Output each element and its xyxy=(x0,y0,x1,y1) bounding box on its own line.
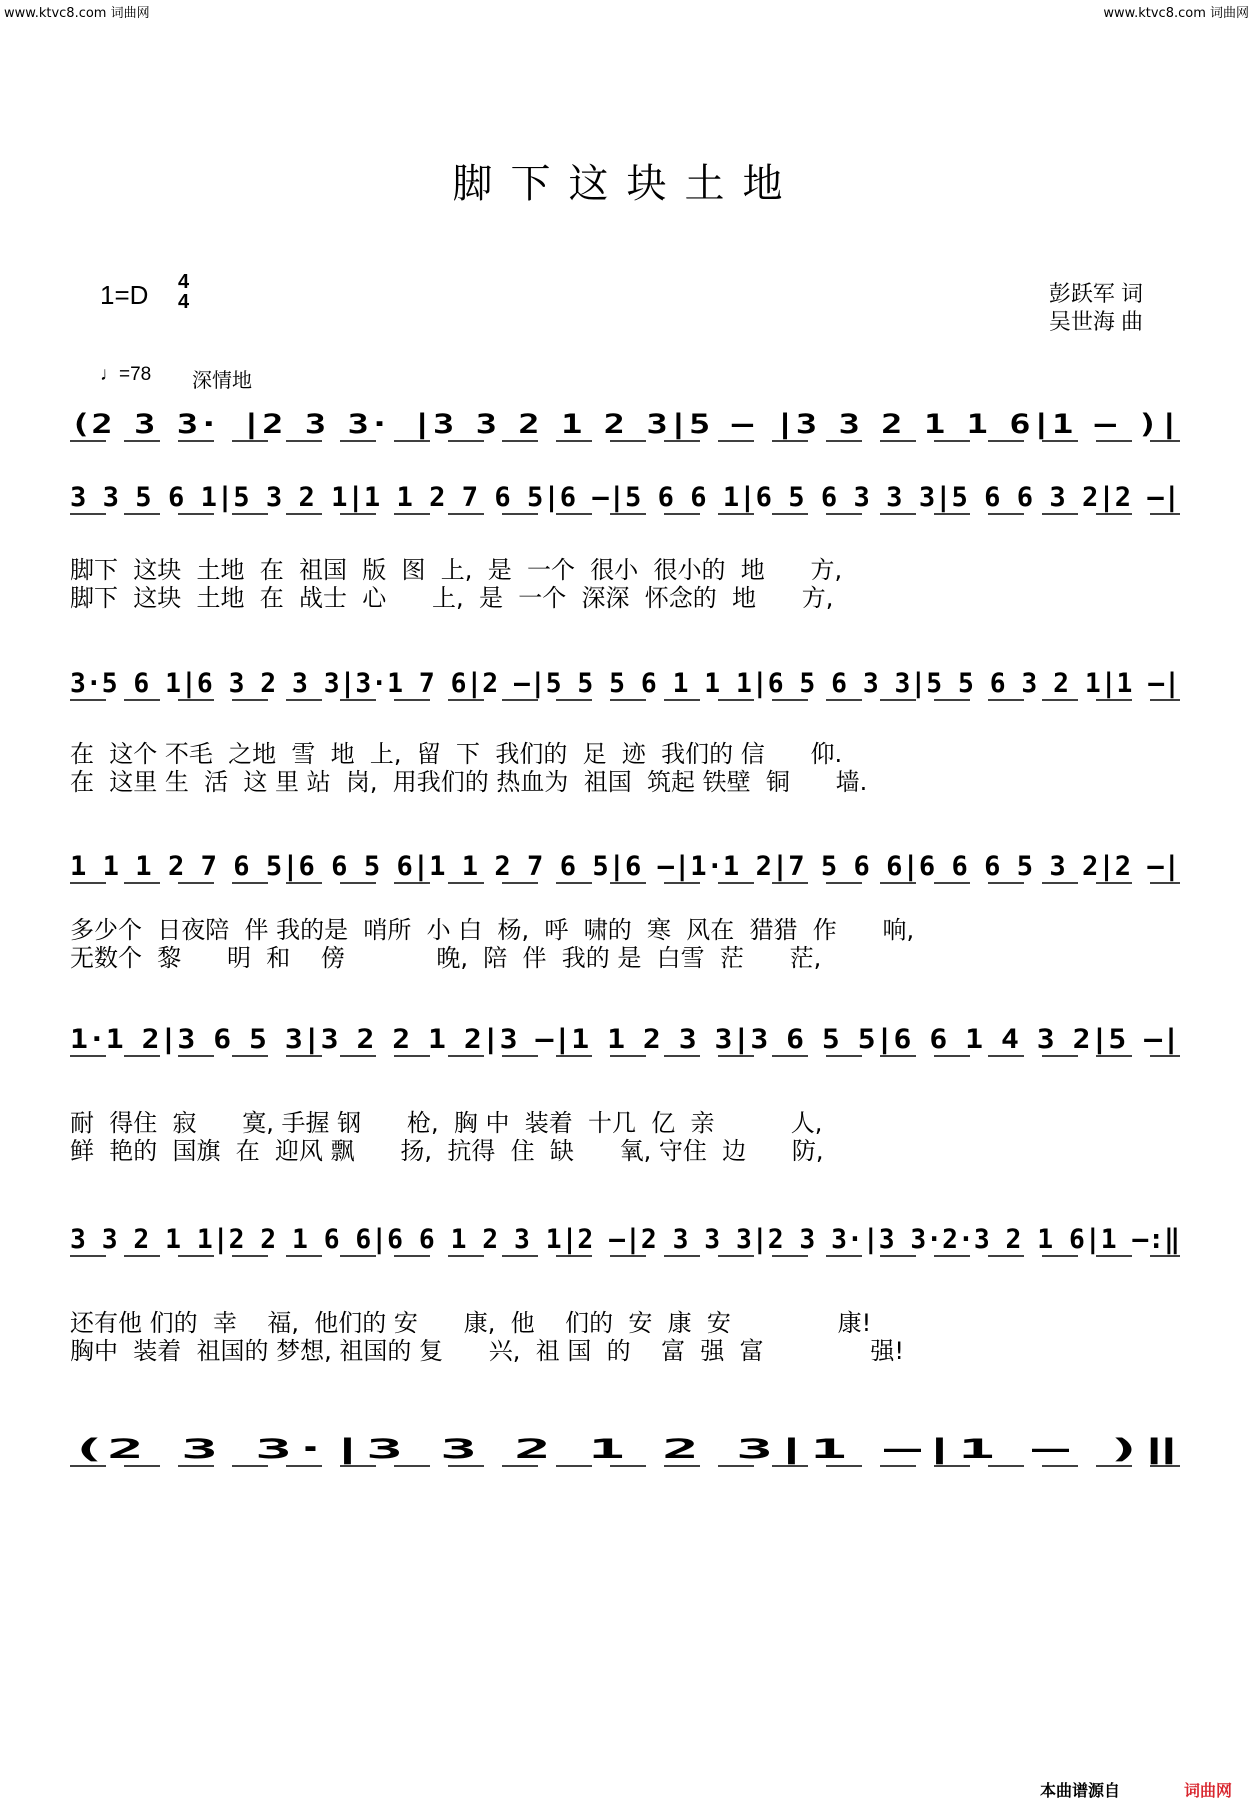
song-title: 脚下这块土地 xyxy=(452,161,801,207)
notation-line-7: (2 3 3·|3 3 2 1 2 3|1 –|1 – )‖ xyxy=(70,1434,1180,1465)
lyric-line-3-1: 在 这个 不毛 之地 雪 地 上, 留 下 我们的 足 迹 我们的 信 仰. xyxy=(70,740,843,768)
lyric-line-5-1: 耐 得住 寂 寞, 手握 钢 枪, 胸 中 装着 十几 亿 亲 人, xyxy=(70,1109,823,1137)
footer-source: 本曲谱源自 xyxy=(1040,1783,1121,1800)
key-signature: 1=D xyxy=(100,280,149,310)
watermark-left: www.ktvc8.com 词曲网 xyxy=(4,6,150,21)
notation-line-3: 3·5 6 1|6 3 2 3 3|3·1 7 6|2 –|5 5 5 6 1 1 1|6 5 6 3 3|5 5 6 3 2 1|1 –| xyxy=(70,668,1180,699)
expression-mark: 深情地 xyxy=(192,370,252,392)
lyric-line-4-1: 多少个 日夜陪 伴 我的是 哨所 小 白 杨, 呼 啸的 寒 风在 猎猎 作 响, xyxy=(70,916,915,944)
lyric-line-2-2: 脚下 这块 土地 在 战士 心 上, 是 一个 深深 怀念的 地 方, xyxy=(70,584,834,612)
notation-line-4: 1 1 1 2 7 6 5|6 6 5 6|1 1 2 7 6 5|6 –|1·1 2|7 5 6 6|6 6 6 5 3 2|2 –| xyxy=(70,851,1180,882)
notation-line-1: (2 3 3· |2 3 3· |3 3 2 1 2 3|5 – |3 3 2 1 1 6|1 – )| xyxy=(70,409,1180,440)
lyric-line-3-2: 在 这里 生 活 这 里 站 岗, 用我们的 热血为 祖国 筑起 铁壁 铜 墙. xyxy=(70,768,868,796)
watermark-right: www.ktvc8.com 词曲网 xyxy=(1103,6,1249,21)
footer-brand: 词曲网 xyxy=(1184,1783,1233,1800)
time-signature-top: 4 xyxy=(178,271,190,293)
notation-line-5: 1·1 2|3 6 5 3|3 2 2 1 2|3 –|1 1 2 3 3|3 6 5 5|6 6 1 4 3 2|5 –| xyxy=(70,1024,1180,1055)
lyric-line-6-2: 胸中 装着 祖国的 梦想, 祖国的 复 兴, 祖 国 的 富 强 富 强! xyxy=(70,1337,905,1365)
composer: 吴世海 曲 xyxy=(1048,309,1143,334)
lyric-line-4-2: 无数个 黎 明 和 傍 晚, 陪 伴 我的 是 白雪 茫 茫, xyxy=(70,944,822,972)
notation-line-2: 3 3 5 6 1|5 3 2 1|1 1 2 7 6 5|6 –|5 6 6 1|6 5 6 3 3 3|5 6 6 3 2|2 –| xyxy=(70,482,1180,513)
notation-line-6: 3 3 2 1 1|2 2 1 6 6|6 6 1 2 3 1|2 –|2 3 3 3|2 3 3·|3 3·2·3 2 1 6|1 –:‖ xyxy=(70,1224,1180,1255)
lyricist: 彭跃军 词 xyxy=(1048,281,1143,306)
lyric-line-2-1: 脚下 这块 土地 在 祖国 版 图 上, 是 一个 很小 很小的 地 方, xyxy=(70,556,843,584)
time-signature-bottom: 4 xyxy=(178,291,190,313)
lyric-line-5-2: 鲜 艳的 国旗 在 迎风 飘 扬, 抗得 住 缺 氧, 守住 边 防, xyxy=(70,1137,824,1165)
lyric-line-6-1: 还有他 们的 幸 福, 他们的 安 康, 他 们的 安 康 安 康! xyxy=(70,1309,872,1337)
tempo-mark: ♩=78 xyxy=(100,364,152,385)
